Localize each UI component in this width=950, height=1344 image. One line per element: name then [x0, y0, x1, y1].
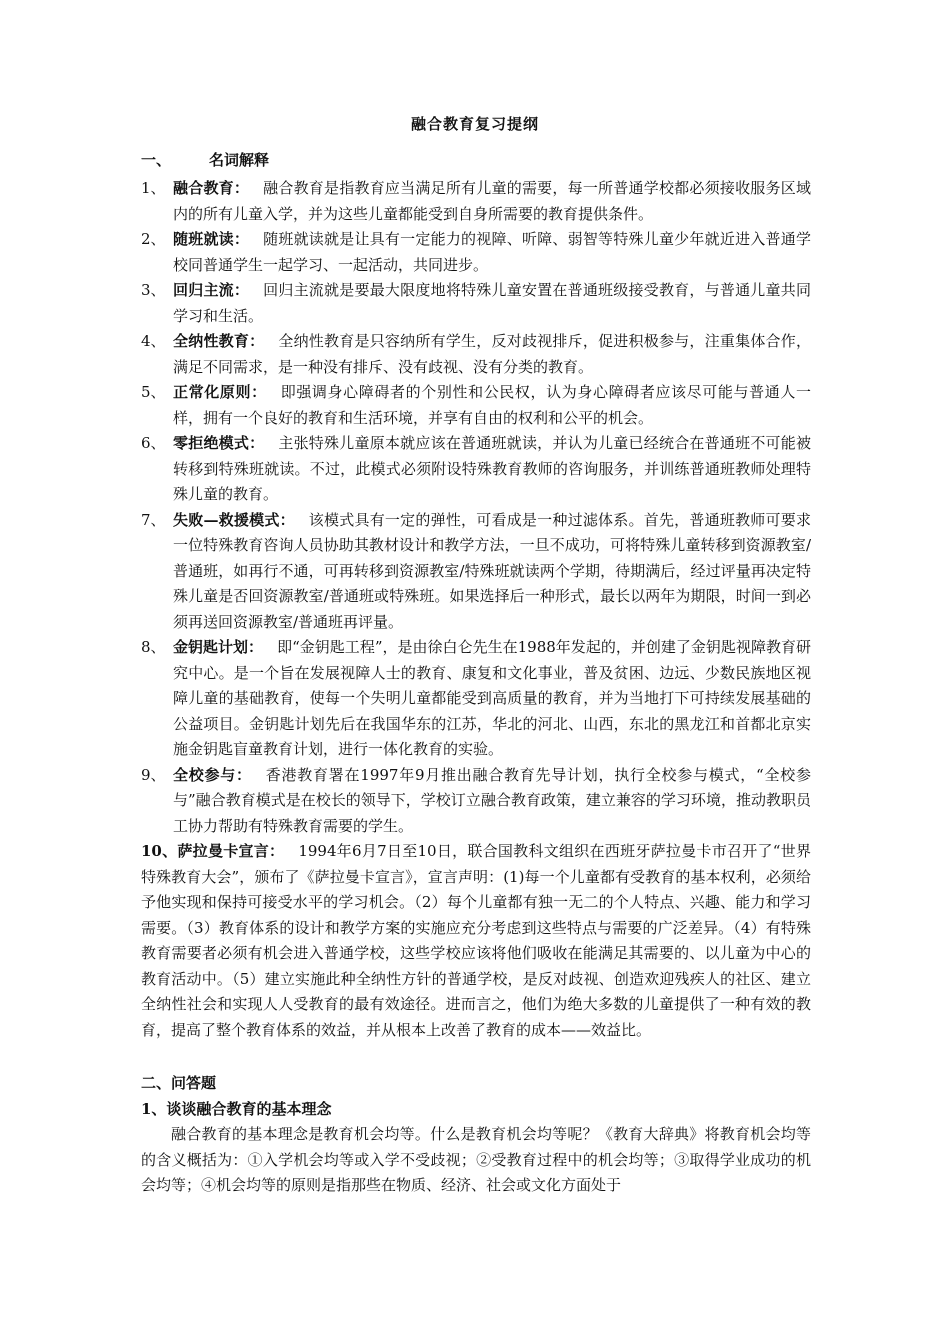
item-text: 即强调身心障碍者的个别性和公民权，认为身心障碍者应该尽可能与普通人一样，拥有一个良好的教育和生活环境，并享有自由的权利和公平的机会。: [173, 383, 811, 427]
term-item: [141, 763, 811, 840]
item-index: 2、: [141, 230, 166, 248]
item-text: 回归主流就是要最大限度地将特殊儿童安置在普通班级接受教育，与普通儿童共同学习和生活。: [173, 281, 811, 325]
item-index: 5、: [141, 383, 166, 401]
item-index: 9、: [141, 765, 166, 784]
section-heading-questions: 二、问答题: [141, 1074, 217, 1092]
term-item: [141, 176, 811, 227]
item-text: 1994年6月7日至10日，联合国教科文组织在西班牙萨拉曼卡市召开了“世界特殊教育大会”，颁布了《萨拉曼卡宣言》，宣言声明：(1)每一个儿童都有受教育的基本权利，必须给予他实现和保持可接受水平的学习机会。（2）每个儿童都有独一无二的个人特点、兴趣、能力和学习需要。（3）教育体系的设计和教学方案的实施应充分考虑到这些特点与需要的广泛差异。（4）有特殊教育需要者必须有机会进入普通学校，这些学校应该将他们吸收在能满足其需要的、以儿童为中心的教育活动中。（5）建立实施此种全纳性方针的普通学校，是反对歧视、创造欢迎残疾人的社区、建立全纳性社会和实现人人受教育的最有效途径。进而言之，他们为绝大多数的儿童提供了一种有效的教育，提高了整个教育体系的效益，并从根本上改善了教育的成本——效益比。: [141, 842, 811, 1039]
document-title: 融合教育复习提纲: [410, 115, 539, 133]
term-item: [141, 635, 811, 763]
item-term: 全校参与：: [173, 765, 252, 784]
item-text: 主张特殊儿童原本就应该在普通班就读，并认为儿童已经统合在普通班不可能被转移到特殊班就读。不过，此模式必须附设特殊教育教师的咨询服务，并训练普通班教师处理特殊儿童的教育。: [173, 434, 811, 503]
item-index: 3、: [141, 281, 166, 299]
item-term: 随班就读：: [173, 230, 250, 248]
term-item: [141, 329, 811, 380]
item-text: 香港教育署在1997年9月推出融合教育先导计划，执行全校参与模式，“全校参与”融合教育模式是在校长的领导下，学校订立融合教育政策，建立兼容的学习环境，推动教职员工协力帮助有特殊教育需要的学生。: [173, 765, 811, 835]
answer-paragraph: 融合教育的基本理念是教育机会均等。什么是教育机会均等呢？《教育大辞典》将教育机会均等的含义概括为：①入学机会均等或入学不受歧视；②受教育过程中的机会均等；③取得学业成功的机会均等；④机会均等的原则是指那些在物质、经济、社会或文化方面处于: [141, 1125, 811, 1194]
item-term: 融合教育：: [173, 179, 250, 197]
section-title: 名词解释: [209, 151, 270, 169]
term-item: [141, 431, 811, 508]
item-text: 全纳性教育是只容纳所有学生，反对歧视排斥，促进积极参与，注重集体合作，满足不同需求，是一种没有排斥、没有歧视、没有分类的教育。: [173, 332, 811, 376]
item-term: 金钥匙计划：: [173, 638, 264, 656]
term-item: [141, 278, 811, 329]
question-heading: 1、谈谈融合教育的基本理念: [141, 1099, 332, 1118]
item-index: 1、: [141, 179, 166, 197]
section-number: 一、: [141, 151, 172, 169]
item-index: 7、: [141, 510, 166, 529]
term-item: [141, 508, 811, 636]
item-text: 融合教育是指教育应当满足所有儿童的需要，每一所普通学校都必须接收服务区域内的所有儿童入学，并为这些儿童都能受到自身所需要的教育提供条件。: [173, 179, 811, 223]
item-text: 随班就读就是让具有一定能力的视障、听障、弱智等特殊儿童少年就近进入普通学校同普通学生一起学习、一起活动，共同进步。: [173, 230, 811, 274]
item-index: 4、: [141, 332, 166, 350]
document-body: [141, 148, 811, 1199]
item-term: 10、萨拉曼卡宣言：: [141, 842, 285, 860]
item-index: 6、: [141, 434, 166, 452]
item-text: 该模式具有一定的弹性，可看成是一种过滤体系。首先，普通班教师可要求一位特殊教育咨询人员协助其教材设计和教学方法，一旦不成功，可将特殊儿童转移到资源教室/普通班，如再行不通，可再转移到资源教室/特殊班就读两个学期，待期满后，经过评量再决定特殊儿童是否回资源教室/普通班或特殊班。如果选择后一种形式，最长以两年为期限，时间一到必须再送回资源教室/普通班再评量。: [173, 510, 811, 631]
term-item: [141, 227, 811, 278]
item-term: 零拒绝模式：: [173, 434, 265, 452]
term-item-10: [141, 839, 811, 1043]
item-term: 失败—救援模式：: [173, 510, 295, 529]
item-index: 8、: [141, 638, 166, 656]
section-heading-terms: [141, 148, 811, 176]
item-text: 即“金钥匙工程”，是由徐白仑先生在1988年发起的，并创建了金钥匙视障教育研究中心。是一个旨在发展视障人士的教育、康复和文化事业，普及贫困、边远、少数民族地区视障儿童的基础教育，使每一个失明儿童都能受到高质量的教育，并为当地打下可持续发展基础的公益项目。金钥匙计划先后在我国华东的江苏，华北的河北、山西，东北的黑龙江和首都北京实施金钥匙盲童教育计划，进行一体化教育的实验。: [173, 638, 811, 758]
item-term: 正常化原则：: [173, 383, 267, 401]
term-item: [141, 380, 811, 431]
item-term: 全纳性教育：: [173, 332, 265, 350]
item-term: 回归主流：: [173, 281, 250, 299]
